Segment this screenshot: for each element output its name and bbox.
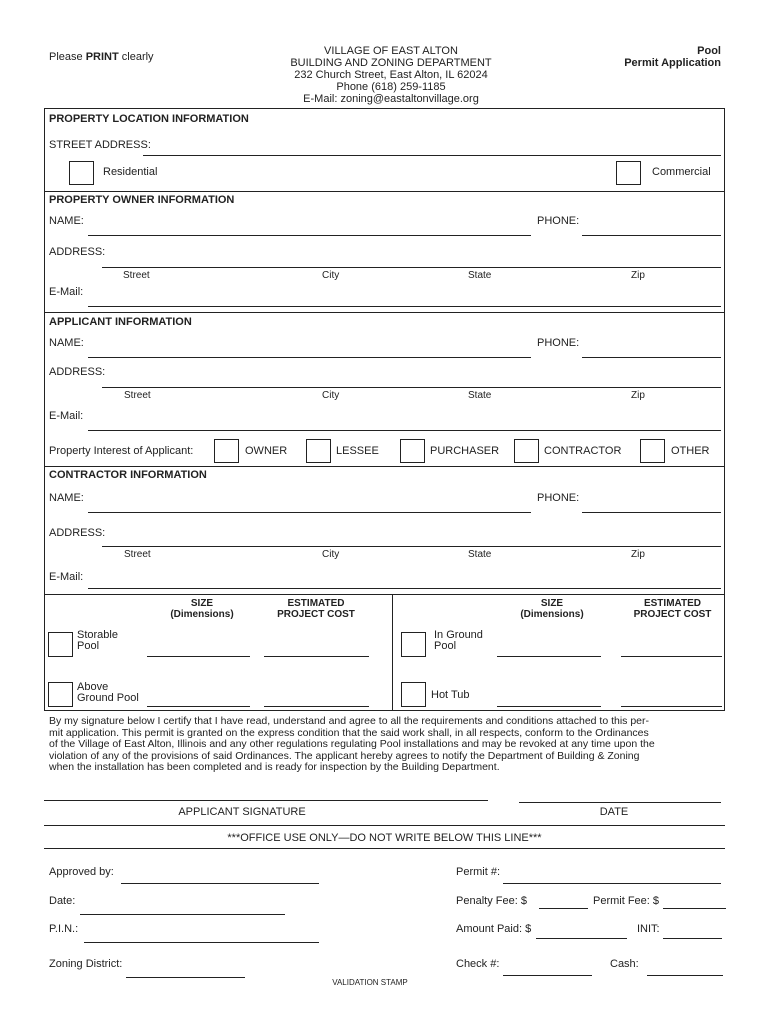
contractor-phone-label: PHONE: (537, 492, 580, 504)
owner-street-caption: Street (123, 270, 150, 281)
owner-name-label: NAME: (49, 215, 84, 227)
interest-owner-checkbox[interactable] (214, 439, 239, 463)
above-ground-pool-label: Above Ground Pool (77, 681, 139, 704)
applicant-name-label: NAME: (49, 337, 84, 349)
applicant-address-field[interactable] (102, 387, 721, 388)
pin-field[interactable] (84, 942, 319, 943)
storable-size-field[interactable] (147, 656, 250, 657)
inground-cost-field[interactable] (621, 656, 722, 657)
inground-pool-checkbox[interactable] (401, 632, 426, 657)
interest-purchaser-checkbox[interactable] (400, 439, 425, 463)
contractor-city-caption: City (322, 549, 340, 560)
applicant-city-caption: City (322, 390, 340, 401)
applicant-email-field[interactable] (88, 430, 721, 431)
contractor-name-label: NAME: (49, 492, 84, 504)
hot-tub-size-field[interactable] (497, 706, 601, 707)
validation-stamp-label: VALIDATION STAMP (332, 978, 408, 987)
permit-fee-field[interactable] (663, 908, 726, 909)
owner-state-caption: State (468, 270, 492, 281)
permit-fee-label: Permit Fee: $ (593, 895, 660, 907)
applicant-street-caption: Street (124, 390, 151, 401)
office-date-field[interactable] (80, 914, 285, 915)
org-department: BUILDING AND ZONING DEPARTMENT (290, 57, 492, 69)
permit-number-label: Permit #: (456, 866, 501, 878)
size-header-right: SIZE (Dimensions) (520, 598, 584, 620)
applicant-address-label: ADDRESS: (49, 366, 106, 378)
property-section-title: PROPERTY LOCATION INFORMATION (49, 113, 249, 125)
approved-by-field[interactable] (121, 883, 319, 884)
org-name: VILLAGE OF EAST ALTON (324, 45, 458, 57)
interest-purchaser-label: PURCHASER (430, 445, 500, 457)
form-title: Pool Permit Application (624, 45, 721, 69)
office-divider-top (44, 825, 725, 826)
cost-header-right: ESTIMATED PROJECT COST (633, 598, 712, 620)
interest-other-checkbox[interactable] (640, 439, 665, 463)
amount-paid-field[interactable] (536, 938, 627, 939)
init-label: INIT: (637, 923, 660, 935)
applicant-signature-label: APPLICANT SIGNATURE (178, 806, 306, 818)
zoning-district-label: Zoning District: (49, 958, 123, 970)
zoning-district-field[interactable] (126, 977, 245, 978)
office-divider-bottom (44, 848, 725, 849)
applicant-phone-label: PHONE: (537, 337, 580, 349)
contractor-phone-field[interactable] (582, 512, 721, 513)
check-number-field[interactable] (503, 975, 592, 976)
amount-paid-label: Amount Paid: $ (456, 923, 532, 935)
interest-lessee-checkbox[interactable] (306, 439, 331, 463)
owner-name-field[interactable] (88, 235, 531, 236)
inground-pool-label: In Ground Pool (434, 629, 483, 652)
org-phone: Phone (618) 259-1185 (336, 81, 446, 93)
commercial-label: Commercial (652, 166, 711, 178)
contractor-street-caption: Street (124, 549, 151, 560)
approved-by-label: Approved by: (49, 866, 114, 878)
storable-cost-field[interactable] (264, 656, 369, 657)
above-ground-pool-checkbox[interactable] (48, 682, 73, 707)
org-email: E-Mail: zoning@eastaltonvillage.org (303, 93, 479, 105)
interest-contractor-checkbox[interactable] (514, 439, 539, 463)
check-number-label: Check #: (456, 958, 500, 970)
hot-tub-checkbox[interactable] (401, 682, 426, 707)
section-divider (44, 594, 725, 595)
contractor-name-field[interactable] (88, 512, 531, 513)
owner-section-title: PROPERTY OWNER INFORMATION (49, 194, 235, 206)
contractor-section-title: CONTRACTOR INFORMATION (49, 469, 207, 481)
office-use-banner: ***OFFICE USE ONLY—DO NOT WRITE BELOW THIS LINE*** (227, 832, 542, 844)
inground-size-field[interactable] (497, 656, 601, 657)
storable-pool-checkbox[interactable] (48, 632, 73, 657)
pin-label: P.I.N.: (49, 923, 79, 935)
applicant-zip-caption: Zip (631, 390, 645, 401)
cash-label: Cash: (610, 958, 639, 970)
print-note: Please PRINT clearly (49, 51, 154, 63)
residential-label: Residential (103, 166, 158, 178)
contractor-address-field[interactable] (102, 546, 721, 547)
above-ground-cost-field[interactable] (264, 706, 369, 707)
storable-pool-label: Storable Pool (77, 629, 118, 652)
interest-contractor-label: CONTRACTOR (544, 445, 622, 457)
penalty-fee-field[interactable] (539, 908, 588, 909)
hot-tub-cost-field[interactable] (621, 706, 722, 707)
applicant-phone-field[interactable] (582, 357, 721, 358)
contractor-state-caption: State (468, 549, 492, 560)
applicant-signature-field[interactable] (44, 800, 488, 801)
owner-address-label: ADDRESS: (49, 246, 106, 258)
owner-email-field[interactable] (88, 306, 721, 307)
penalty-fee-label: Penalty Fee: $ (456, 895, 527, 907)
init-field[interactable] (663, 938, 722, 939)
owner-address-field[interactable] (102, 267, 721, 268)
above-ground-size-field[interactable] (147, 706, 250, 707)
signature-date-field[interactable] (519, 802, 721, 803)
cash-field[interactable] (647, 975, 723, 976)
interest-owner-label: OWNER (245, 445, 288, 457)
section-divider (44, 312, 725, 313)
applicant-section-title: APPLICANT INFORMATION (49, 316, 192, 328)
contractor-address-label: ADDRESS: (49, 527, 106, 539)
owner-phone-label: PHONE: (537, 215, 580, 227)
interest-label: Property Interest of Applicant: (49, 445, 194, 457)
office-date-label: Date: (49, 895, 76, 907)
owner-phone-field[interactable] (582, 235, 721, 236)
section-divider (44, 191, 725, 192)
owner-zip-caption: Zip (631, 270, 645, 281)
owner-email-label: E-Mail: (49, 286, 84, 298)
commercial-checkbox[interactable] (616, 161, 641, 185)
street-address-label: STREET ADDRESS: (49, 139, 151, 151)
certification-text: By my signature below I certify that I have read, understand and agree to all the requirements and conditions attached to this per- mit application. This permit is granted on the express condition that the said work shall, in all respects, conform to the Ordinances of the Village of East Alton, Illinois and any other regulations regulating Pool installations and may be revoked at any time upon the violation of any of the provisions of said Ordinances. The applicant hereby agrees to notify the Department of Building & Zoning when the installation has been completed and is ready for inspection by the Building Department. (49, 715, 655, 773)
signature-date-label: DATE (599, 806, 629, 818)
applicant-email-label: E-Mail: (49, 410, 84, 422)
org-header (250, 45, 532, 105)
applicant-name-field[interactable] (88, 357, 531, 358)
owner-city-caption: City (322, 270, 340, 281)
street-address-field[interactable] (143, 155, 721, 156)
contractor-email-label: E-Mail: (49, 571, 84, 583)
pool-column-divider (392, 594, 393, 711)
permit-number-field[interactable] (503, 883, 721, 884)
residential-checkbox[interactable] (69, 161, 94, 185)
interest-other-label: OTHER (671, 445, 710, 457)
section-divider (44, 466, 725, 467)
org-address: 232 Church Street, East Alton, IL 62024 (294, 69, 488, 81)
applicant-state-caption: State (468, 390, 492, 401)
hot-tub-label: Hot Tub (431, 689, 470, 701)
cost-header-left: ESTIMATED PROJECT COST (277, 598, 355, 620)
interest-lessee-label: LESSEE (336, 445, 379, 457)
contractor-zip-caption: Zip (631, 549, 645, 560)
contractor-email-field[interactable] (88, 588, 721, 589)
size-header-left: SIZE (Dimensions) (170, 598, 234, 620)
